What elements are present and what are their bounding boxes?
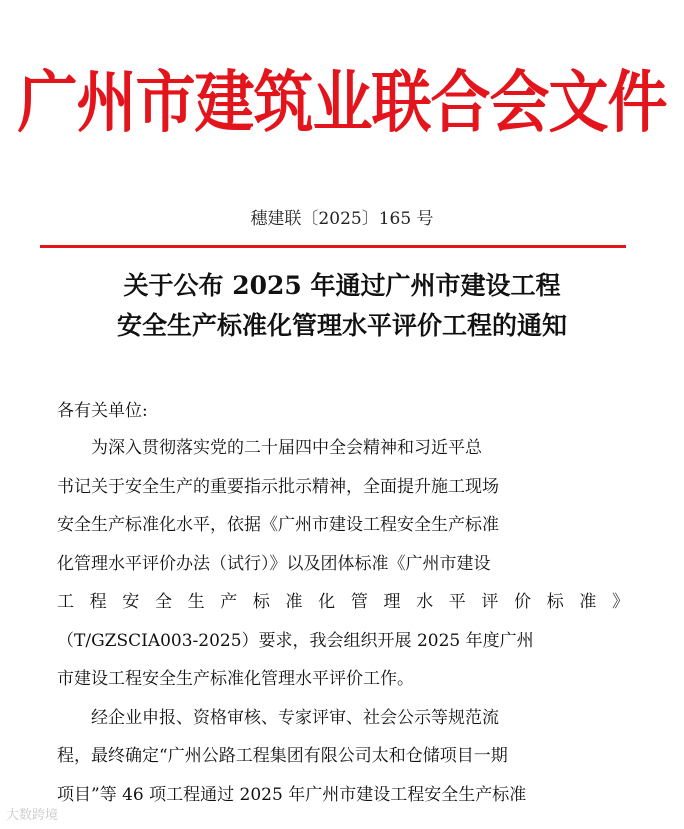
body-line: 项目”等 46 项工程通过 2025 年广州市建设工程安全生产标准	[57, 784, 527, 805]
body-line: （T/GZSCIA003-2025）要求，我会组织开展 2025 年度广州	[57, 630, 534, 651]
body-text	[57, 429, 629, 814]
red-divider	[40, 245, 626, 248]
body-line: 书记关于安全生产的重要指示批示精神，全面提升施工现场	[57, 476, 499, 497]
watermark	[6, 804, 58, 823]
body-line: 为深入贯彻落实党的二十届四中全会精神和习近平总	[91, 438, 482, 458]
notice-title-line-2: 安全生产标准化管理水平评价工程的通知	[116, 311, 567, 340]
notice-title-line-1: 关于公布 2025 年通过广州市建设工程	[123, 271, 561, 300]
salutation: 各有关单位:	[57, 401, 148, 421]
org-title: 广州市建筑业联合会文件	[17, 63, 667, 143]
watermark-text: 大数跨境	[6, 808, 59, 823]
doc-number: 穗建联〔2025〕165 号	[250, 209, 434, 229]
body-line: 经企业申报、资格审核、专家评审、社会公示等规范流	[91, 707, 499, 728]
notice-title	[0, 266, 684, 346]
body-line: 市建设工程安全生产标准化管理水平评价工作。	[57, 669, 414, 689]
body-line: 安全生产标准化水平，依据《广州市建设工程安全生产标准	[57, 515, 499, 535]
body-line: 工程安全生产标准化管理水平评价标准》	[57, 592, 629, 612]
body-line: 程，最终确定“广州公路工程集团有限公司太和仓储项目一期	[57, 746, 508, 766]
body-line: 化管理水平评价办法（试行）》以及团体标准《广州市建设	[57, 553, 491, 574]
